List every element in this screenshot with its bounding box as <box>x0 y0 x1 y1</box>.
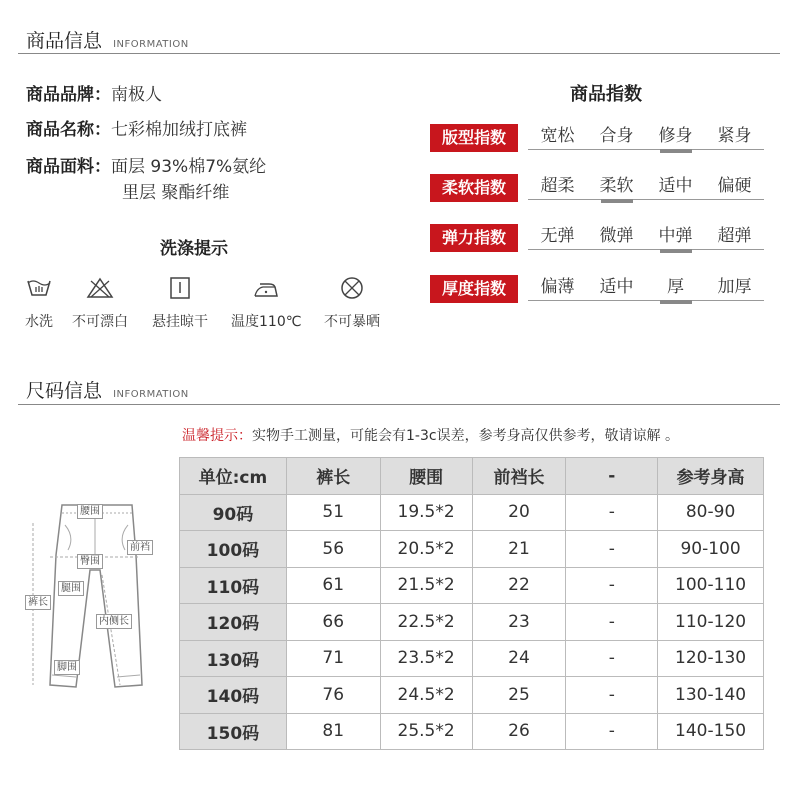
fabric-label: 商品面料： <box>26 157 111 177</box>
wash-item-hand-wash <box>24 275 54 331</box>
size-info-header <box>26 376 189 403</box>
divider <box>18 53 780 54</box>
table-header: 裤长 <box>286 458 380 495</box>
index-option: 紧身 <box>717 126 752 146</box>
table-cell: - <box>566 531 658 568</box>
table-cell: 21 <box>472 531 566 568</box>
table-cell: 80-90 <box>658 494 764 531</box>
diagram-label-inseam: 内侧长 <box>96 614 132 629</box>
index-option: 宽松 <box>540 126 575 146</box>
no-bleach-icon <box>85 275 115 301</box>
table-row <box>180 677 764 714</box>
fabric-outer: 面层 93%棉7%氨纶 <box>111 157 267 177</box>
table-cell: 140码 <box>180 677 287 714</box>
table-cell: 66 <box>286 604 380 641</box>
table-cell: 110码 <box>180 567 287 604</box>
fabric-line <box>26 152 266 177</box>
table-header: 参考身高 <box>658 458 764 495</box>
table-header: 前裆长 <box>472 458 566 495</box>
table-cell: 23.5*2 <box>380 640 472 677</box>
index-option: 无弹 <box>540 226 575 246</box>
section-subtitle: INFORMATION <box>113 389 189 400</box>
table-cell: 81 <box>286 713 380 750</box>
index-label-elasticity: 弹力指数 <box>430 224 518 252</box>
section-title: 尺码信息 <box>26 380 103 402</box>
wash-label: 不可漂白 <box>72 314 128 330</box>
table-cell: 120-130 <box>658 640 764 677</box>
index-row-softness <box>528 174 764 200</box>
table-row <box>180 494 764 531</box>
name-label: 商品名称： <box>26 120 111 140</box>
index-option: 偏薄 <box>540 277 575 297</box>
table-header-row <box>180 458 764 495</box>
brand-value: 南极人 <box>111 85 162 105</box>
table-cell: 90-100 <box>658 531 764 568</box>
table-cell: 26 <box>472 713 566 750</box>
table-header: 单位:cm <box>180 458 287 495</box>
table-cell: 22 <box>472 567 566 604</box>
name-line <box>26 115 247 140</box>
index-option-selected: 修身 <box>646 124 705 148</box>
indices-title: 商品指数 <box>570 84 642 105</box>
table-cell: 130-140 <box>658 677 764 714</box>
table-cell: 76 <box>286 677 380 714</box>
diagram-label-front-rise: 前裆 <box>127 540 153 555</box>
table-header: 腰围 <box>380 458 472 495</box>
table-cell: 61 <box>286 567 380 604</box>
index-label-thickness: 厚度指数 <box>430 275 518 303</box>
table-cell: 20.5*2 <box>380 531 472 568</box>
wash-label: 悬挂晾干 <box>152 314 208 330</box>
table-cell: 90码 <box>180 494 287 531</box>
section-subtitle: INFORMATION <box>113 39 189 50</box>
table-cell: 22.5*2 <box>380 604 472 641</box>
table-cell: - <box>566 494 658 531</box>
index-row-elasticity <box>528 224 764 250</box>
table-cell: 24 <box>472 640 566 677</box>
brand-label: 商品品牌： <box>26 85 111 105</box>
table-cell: 25.5*2 <box>380 713 472 750</box>
divider <box>18 404 780 405</box>
table-cell: 21.5*2 <box>380 567 472 604</box>
tip-label: 温馨提示： <box>182 428 252 444</box>
table-cell: 20 <box>472 494 566 531</box>
table-cell: - <box>566 713 658 750</box>
table-cell: 140-150 <box>658 713 764 750</box>
hand-wash-icon <box>24 275 54 301</box>
wash-label: 温度110℃ <box>231 314 302 330</box>
table-cell: 24.5*2 <box>380 677 472 714</box>
table-cell: - <box>566 677 658 714</box>
diagram-label-waist: 腰围 <box>77 504 103 519</box>
section-title: 商品信息 <box>26 30 103 52</box>
table-cell: 56 <box>286 531 380 568</box>
table-cell: 19.5*2 <box>380 494 472 531</box>
wash-item-no-sun-dry <box>324 275 380 331</box>
size-table <box>179 457 764 750</box>
table-cell: - <box>566 640 658 677</box>
index-row-thickness <box>528 275 764 301</box>
wash-label: 水洗 <box>25 314 53 330</box>
diagram-label-thigh: 腿围 <box>58 581 84 596</box>
index-option-selected: 厚 <box>646 275 705 299</box>
table-header: - <box>566 458 658 495</box>
tip-line <box>182 425 679 445</box>
index-option: 偏硬 <box>717 176 752 196</box>
table-row <box>180 531 764 568</box>
index-option: 合身 <box>599 126 634 146</box>
table-cell: - <box>566 567 658 604</box>
diagram-label-hip: 臀围 <box>77 554 103 569</box>
table-cell: 150码 <box>180 713 287 750</box>
table-cell: 110-120 <box>658 604 764 641</box>
table-cell: 120码 <box>180 604 287 641</box>
table-cell: 71 <box>286 640 380 677</box>
diagram-label-leg-opening: 脚围 <box>54 660 80 675</box>
wash-item-iron <box>231 275 301 331</box>
wash-label: 不可暴晒 <box>324 314 380 330</box>
table-cell: 100码 <box>180 531 287 568</box>
table-row <box>180 567 764 604</box>
table-row <box>180 640 764 677</box>
wash-item-hang-dry <box>152 275 208 331</box>
index-option: 适中 <box>599 277 634 297</box>
iron-icon <box>251 275 281 301</box>
wash-title: 洗涤提示 <box>160 239 228 259</box>
index-option-selected: 柔软 <box>587 174 646 198</box>
table-cell: 51 <box>286 494 380 531</box>
index-row-fit <box>528 124 764 150</box>
index-option: 微弹 <box>599 226 634 246</box>
table-cell: 25 <box>472 677 566 714</box>
name-value: 七彩棉加绒打底裤 <box>111 120 247 140</box>
index-option: 加厚 <box>717 277 752 297</box>
index-option: 超弹 <box>717 226 752 246</box>
table-cell: 130码 <box>180 640 287 677</box>
fabric-inner: 里层 聚酯纤维 <box>122 183 230 203</box>
index-option-selected: 中弹 <box>646 224 705 248</box>
table-cell: - <box>566 604 658 641</box>
table-row <box>180 604 764 641</box>
table-cell: 23 <box>472 604 566 641</box>
no-sun-dry-icon <box>337 275 367 301</box>
brand-line <box>26 80 162 105</box>
tip-text: 实物手工测量，可能会有1-3c误差，参考身高仅供参考，敬请谅解 。 <box>252 428 680 444</box>
index-option: 适中 <box>658 176 693 196</box>
wash-item-no-bleach <box>72 275 128 331</box>
index-label-fit: 版型指数 <box>430 124 518 152</box>
product-info-header <box>26 26 189 53</box>
diagram-label-length: 裤长 <box>25 595 51 610</box>
table-row <box>180 713 764 750</box>
hang-dry-icon <box>165 275 195 301</box>
table-cell: 100-110 <box>658 567 764 604</box>
index-label-softness: 柔软指数 <box>430 174 518 202</box>
index-option: 超柔 <box>540 176 575 196</box>
